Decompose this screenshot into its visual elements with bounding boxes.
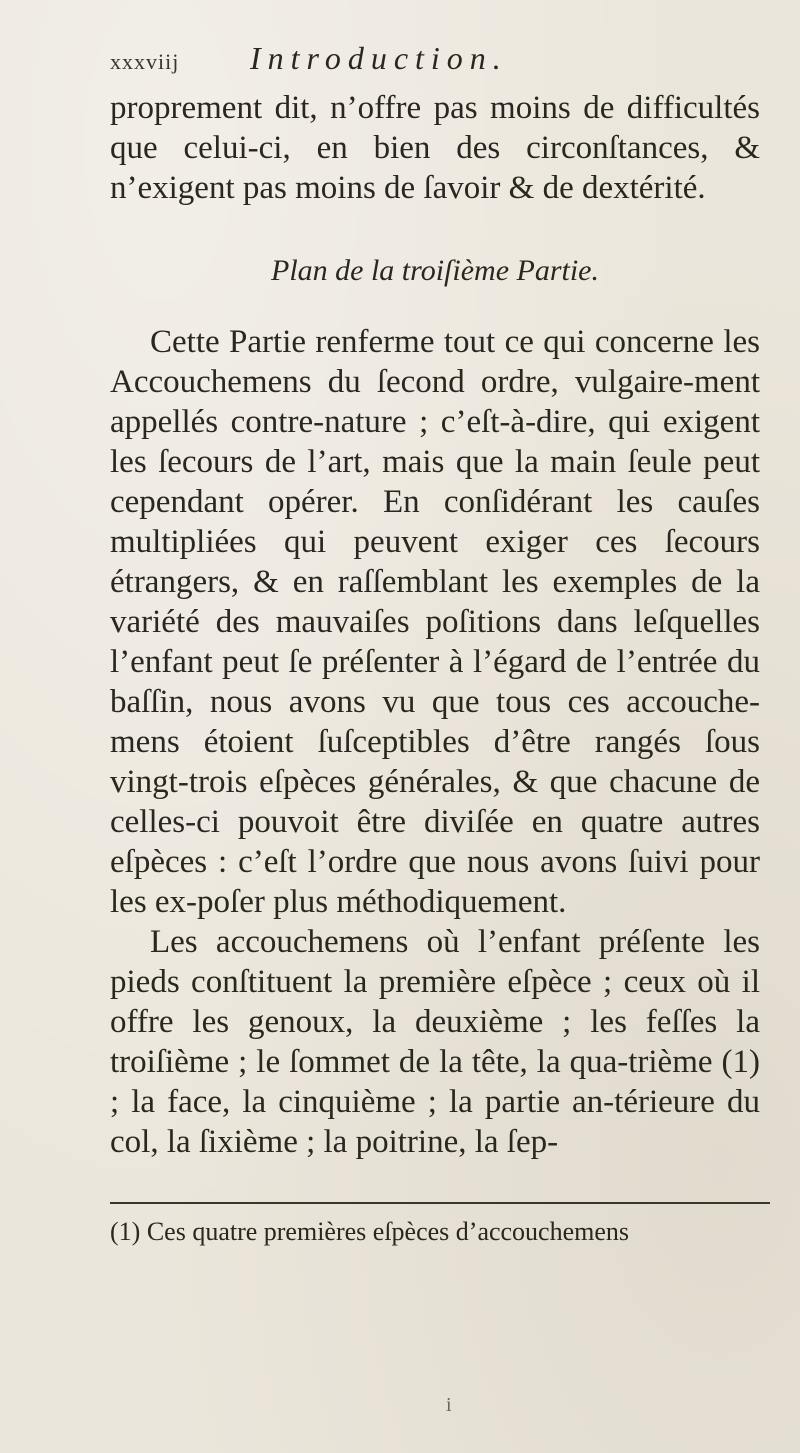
running-title: Introduction. [250, 40, 508, 76]
signature-mark: i [446, 1394, 452, 1416]
paragraph-continued: proprement dit, n’offre pas moins de difficultés que celui-ci, en bien des circonſtances, & n’exigent pas moins de ſavoir & de dextérité. [110, 90, 760, 206]
footnote: (1) Ces quatre premières eſpèces d’accouchemens [110, 1217, 630, 1246]
page-number: xxxviij [110, 49, 180, 74]
section-body [110, 322, 760, 1162]
paragraph: Cette Partie renferme tout ce qui concerne les Accouchemens du ſecond ordre, vulgaire-ment appellés contre-nature ; c’eſt-à-dire, qui exigent les ſecours de l’art, mais que la main ſeule peut cependant opérer. En conſidérant les cauſes multipliées qui peuvent exiger ces ſecours étrangers, & en raſſemblant les exemples de la variété des mauvaiſes poſitions dans leſquelles l’enfant peut ſe préſenter à l’égard de l’entrée du baſſin, nous avons vu que tous ces accouche-mens étoient ſuſceptibles d’être rangés ſous vingt-trois eſpèces générales, & que chacune de celles-ci pouvoit être diviſée en quatre autres eſpèces : c’eſt l’ordre que nous avons ſuivi pour les ex-poſer plus méthodiquement. [110, 324, 760, 920]
body-text [110, 88, 760, 208]
footnote-rule [110, 1202, 770, 1204]
section-heading: Plan de la troiſième Partie. [271, 254, 599, 287]
paragraph: Les accouchemens où l’enfant préſente les pieds conſtituent la première eſpèce ; ceux où il offre les genoux, la deuxième ; les feſſes la troiſième ; le ſommet de la tête, la qua-trième (1) ; la face, la cinquième ; la partie an-térieure du col, la ſixième ; la poitrine, la ſep- [110, 924, 760, 1160]
running-head [110, 40, 760, 88]
